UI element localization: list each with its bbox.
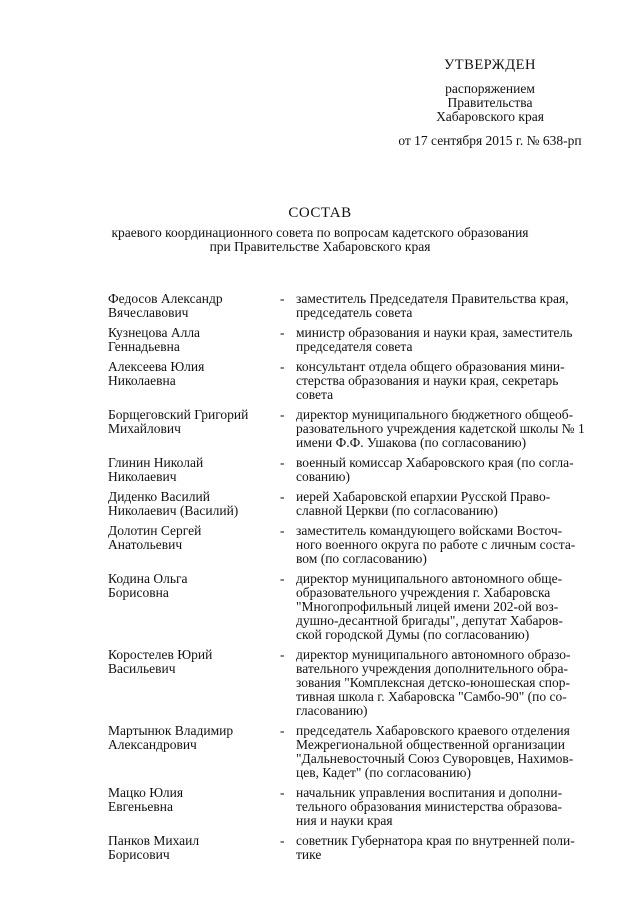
- member-position: директор муниципального бюджетного общеоб- разовательного учреждения кадетской школы № 1 имени Ф.Ф. Ушакова (по согласованию): [296, 407, 585, 450]
- member-name: Мацко Юлия Евгеньевна: [108, 785, 184, 814]
- approval-date: от 17 сентября 2015 г. № 638-рп: [398, 133, 582, 148]
- member-dash: -: [280, 455, 285, 470]
- member-dash: -: [280, 723, 285, 738]
- member-row: [108, 724, 608, 780]
- member-name: Панков Михаил Борисович: [108, 833, 200, 862]
- approval-line-1: распоряжением: [445, 81, 535, 96]
- member-position: заместитель командующего войсками Восточ- ного военного округа по работе с личным соста- вом (по согласованию): [296, 523, 576, 566]
- member-name: Долотин Сергей Анатольевич: [108, 523, 202, 552]
- member-name: Глинин Николай Николаевич: [108, 455, 204, 484]
- member-name: Кузнецова Алла Геннадьевна: [108, 325, 201, 354]
- member-position: директор муниципального автономного обще- образовательного учреждения г. Хабаровска "Многопрофильный лицей имени 202-ой воз- душно-десантной бригады", депутат Хабаров- ской городской Думы (по согласованию): [296, 571, 563, 642]
- member-position: министр образования и науки края, заместитель председателя совета: [296, 325, 573, 354]
- member-dash: -: [280, 489, 285, 504]
- member-row: [108, 408, 608, 450]
- member-dash: -: [280, 523, 285, 538]
- member-position: консультант отдела общего образования мини- стерства образования и науки края, секретарь совета: [296, 359, 565, 402]
- member-name: Борщеговский Григорий Михайлович: [108, 407, 249, 436]
- member-dash: -: [280, 833, 285, 848]
- member-name: Коростелев Юрий Васильевич: [108, 647, 213, 676]
- approval-line-2: Правительства: [447, 95, 533, 110]
- approval-line-3: Хабаровского края: [436, 109, 544, 124]
- member-dash: -: [280, 359, 285, 374]
- member-row: [108, 292, 608, 320]
- document-title-block: [100, 206, 540, 254]
- member-row: [108, 524, 608, 566]
- member-position: председатель Хабаровского краевого отделения Межрегиональной общественной организации "Дальневосточный Союз Суворовцев, Нахимов- цев, Кадет" (по согласованию): [296, 723, 574, 780]
- member-position: директор муниципального автономного образо- вательного учреждения дополнительного обра- зования "Комплексная детско-юношеская спор- тивная школа г. Хабаровска "Самбо-90" (по со- гласованию): [296, 647, 571, 718]
- member-row: [108, 326, 608, 354]
- member-position: советник Губернатора края по внутренней поли- тике: [296, 833, 575, 862]
- member-dash: -: [280, 325, 285, 340]
- members-list: [108, 292, 608, 868]
- member-dash: -: [280, 571, 285, 586]
- member-row: [108, 456, 608, 484]
- member-row: [108, 834, 608, 862]
- member-name: Алексеева Юлия Николаевна: [108, 359, 205, 388]
- member-name: Кодина Ольга Борисовна: [108, 571, 188, 600]
- member-dash: -: [280, 291, 285, 306]
- approval-heading: УТВЕРЖДЕН: [444, 57, 536, 73]
- member-row: [108, 360, 608, 402]
- member-position: заместитель Председателя Правительства края, председатель совета: [296, 291, 569, 320]
- member-row: [108, 648, 608, 718]
- member-position: иерей Хабаровской епархии Русской Право- славной Церкви (по согласованию): [296, 489, 551, 518]
- member-row: [108, 786, 608, 828]
- document-subtitle-line-2: при Правительстве Хабаровского края: [209, 239, 431, 254]
- member-row: [108, 572, 608, 642]
- member-position: военный комиссар Хабаровского края (по согла- сованию): [296, 455, 574, 484]
- member-dash: -: [280, 647, 285, 662]
- member-dash: -: [280, 407, 285, 422]
- document-title: СОСТАВ: [288, 205, 352, 221]
- member-row: [108, 490, 608, 518]
- member-dash: -: [280, 785, 285, 800]
- document-subtitle-line-1: краевого координационного совета по вопросам кадетского образования: [111, 225, 529, 240]
- member-name: Мартынюк Владимир Александрович: [108, 723, 234, 752]
- member-position: начальник управления воспитания и дополни- тельного образования министерства образова- ния и науки края: [296, 785, 563, 828]
- member-name: Диденко Василий Николаевич (Василий): [108, 489, 239, 518]
- member-name: Федосов Александр Вячеславович: [108, 291, 223, 320]
- approval-stamp: [380, 58, 600, 148]
